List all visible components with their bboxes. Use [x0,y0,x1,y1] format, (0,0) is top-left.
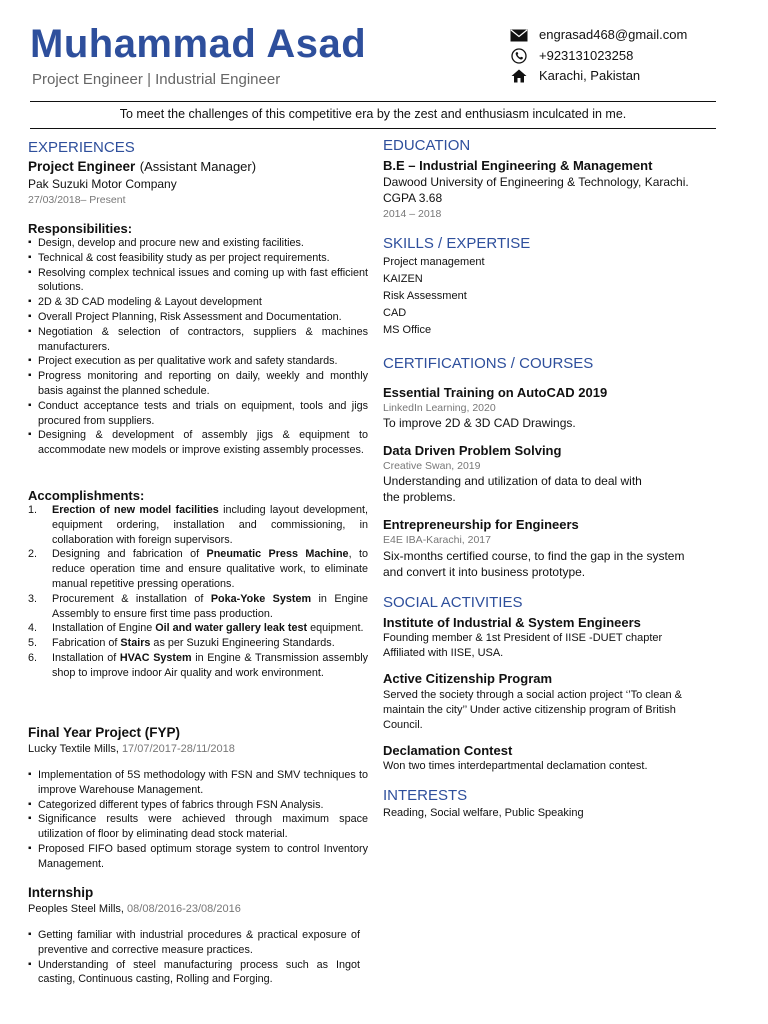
header-divider-bottom [30,128,716,129]
job-title-line [28,158,256,176]
social-activity-desc: Affiliated with IISE, USA. [383,647,504,659]
location-text: Karachi, Pakistan [539,68,641,83]
social-activity-name: Active Citizenship Program [383,671,553,686]
contact-location [510,68,640,84]
certification-issuer: LinkedIn Learning, 2020 [383,402,496,414]
job-title: Project Engineer [28,159,136,174]
certification-issuer: Creative Swan, 2019 [383,460,481,472]
certification-desc: the problems. [383,490,456,504]
interests-heading: INTERESTS [383,787,468,804]
list-item: ▪ Getting familiar with industrial procedures & practical exposure of preventive and corrective measure practices. [28,928,360,958]
social-heading: SOCIAL ACTIVITIES [383,594,523,611]
fyp-company: Lucky Textile Mills, [28,743,122,755]
fyp-list [28,768,368,872]
certification-desc: Six-months certified course, to find the gap in the system [383,549,685,563]
certification-desc: Understanding and utilization of data to deal with [383,474,642,488]
list-item: 3. Procurement & installation of Poka-Yoke System in Engine Assembly to ensure first time pass production. [28,592,368,620]
objective-statement: To meet the challenges of this competitive era by the zest and enthusiasm inculcated in me. [119,107,627,121]
social-activity-desc: Council. [383,719,423,731]
list-item: 5. Fabrication of Stairs as per Suzuki Engineering Standards. [28,637,335,650]
list-item: ▪ Project execution as per qualitative work and safety standards. [28,354,368,369]
skill-item: CAD [383,307,407,319]
list-item: ▪ Progress monitoring and reporting on daily, weekly and monthly basis against the planned schedule. [28,369,368,399]
education-school: Dawood University of Engineering & Technology, Karachi. [383,175,689,189]
list-item: ▪ Resolving complex technical issues and coming up with fast efficient solutions. [28,266,368,296]
list-item: ▪ Understanding of steel manufacturing process such as Ingot casting, Continuous casting, Rolling and Forging. [28,958,360,988]
list-item: ▪ Negotiation & selection of contractors, suppliers & machines manufacturers. [28,325,368,355]
certification-name: Entrepreneurship for Engineers [383,517,579,532]
job-rank: (Assistant Manager) [139,159,257,174]
education-years: 2014 – 2018 [383,208,442,220]
phone-icon [510,49,528,63]
skill-item: Risk Assessment [383,290,467,302]
company-name: Pak Suzuki Motor Company [28,177,177,191]
internship-company: Peoples Steel Mills, [28,903,128,915]
candidate-name: Muhammad Asad [30,22,367,66]
internship-company-line [28,902,241,916]
internship-heading: Internship [28,885,94,900]
certification-issuer: E4E IBA-Karachi, 2017 [383,534,491,546]
email-text: engrasad468@gmail.com [539,27,688,42]
list-item: ▪ Categorized different types of fabrics through FSN Analysis. [28,798,368,813]
certification-name: Essential Training on AutoCAD 2019 [383,385,608,400]
education-cgpa: CGPA 3.68 [383,191,443,205]
responsibilities-heading: Responsibilities: [28,221,133,236]
social-activity-name: Institute of Industrial & System Engineers [383,615,641,630]
list-item: ▪ Designing & development of assembly jigs & equipment to accommodate new models or improve existing assembly processes. [28,428,368,458]
job-date: 27/03/2018– Present [28,194,126,206]
certification-name: Data Driven Problem Solving [383,443,562,458]
social-activity-desc: Won two times interdepartmental declamation contest. [383,760,648,772]
responsibilities-list [28,236,368,458]
list-item: ▪ Design, develop and procure new and existing facilities. [28,236,368,251]
list-item: 4. Installation of Engine Oil and water gallery leak test equipment. [28,622,364,635]
skill-item: MS Office [383,324,432,336]
social-activity-desc: Served the society through a social action project ‘’To clean & [383,689,682,701]
list-item: ▪ Significance results were achieved through maximum space utilization of floor by eliminating dead stock material. [28,812,368,842]
list-item: ▪ Technical & cost feasibility study as per project requirements. [28,251,368,266]
contact-phone[interactable] [510,48,633,64]
header-divider-top [30,101,716,102]
list-item: ▪ Proposed FIFO based optimum storage system to control Inventory Management. [28,842,368,872]
internship-date: 08/08/2016-23/08/2016 [127,903,241,915]
social-activity-desc: maintain the city’’ Under active citizenship program of British [383,704,676,716]
social-activity-name: Declamation Contest [383,743,513,758]
list-item: 1. Erection of new model facilities including layout development, equipment ordering, installation and commissioning, in collaboration with foreign supervisors. [28,504,368,546]
certification-desc: and convert it into business prototype. [383,565,586,579]
contact-email[interactable] [510,27,687,43]
accomplishments-list [28,503,368,681]
list-item: ▪ Overall Project Planning, Risk Assessment and Documentation. [28,310,368,325]
internship-list [28,928,360,987]
candidate-subtitle: Project Engineer | Industrial Engineer [32,71,281,88]
education-degree: B.E – Industrial Engineering & Management [383,158,653,173]
skills-heading: SKILLS / EXPERTISE [383,235,531,252]
certification-desc: To improve 2D & 3D CAD Drawings. [383,416,576,430]
social-activity-desc: Founding member & 1st President of IISE -DUET chapter [383,632,663,644]
skill-item: KAIZEN [383,273,423,285]
list-item: ▪ 2D & 3D CAD modeling & Layout development [28,295,368,310]
certifications-heading: CERTIFICATIONS / COURSES [383,355,594,372]
accomplishments-heading: Accomplishments: [28,488,145,503]
home-icon [510,69,528,83]
list-item: 2. Designing and fabrication of Pneumatic Press Machine, to reduce operation time and ensure qualitative work, to eliminate manual repetitive pressing operations. [28,548,368,590]
skill-item: Project management [383,256,485,268]
interests-text: Reading, Social welfare, Public Speaking [383,807,584,819]
envelope-icon [510,28,528,42]
fyp-date: 17/07/2017-28/11/2018 [121,743,235,755]
phone-text: +923131023258 [539,48,634,63]
list-item: ▪ Conduct acceptance tests and trials on equipment, tools and jigs procured from suppliers. [28,399,368,429]
fyp-heading: Final Year Project (FYP) [28,725,181,740]
experiences-heading: EXPERIENCES [28,139,135,156]
fyp-company-line [28,742,235,756]
education-heading: EDUCATION [383,137,471,154]
list-item: 6. Installation of HVAC System in Engine & Transmission assembly shop to improve indoor Air quality and work environment. [28,651,368,679]
list-item: ▪ Implementation of 5S methodology with FSN and SMV techniques to improve Warehouse Management. [28,768,368,798]
